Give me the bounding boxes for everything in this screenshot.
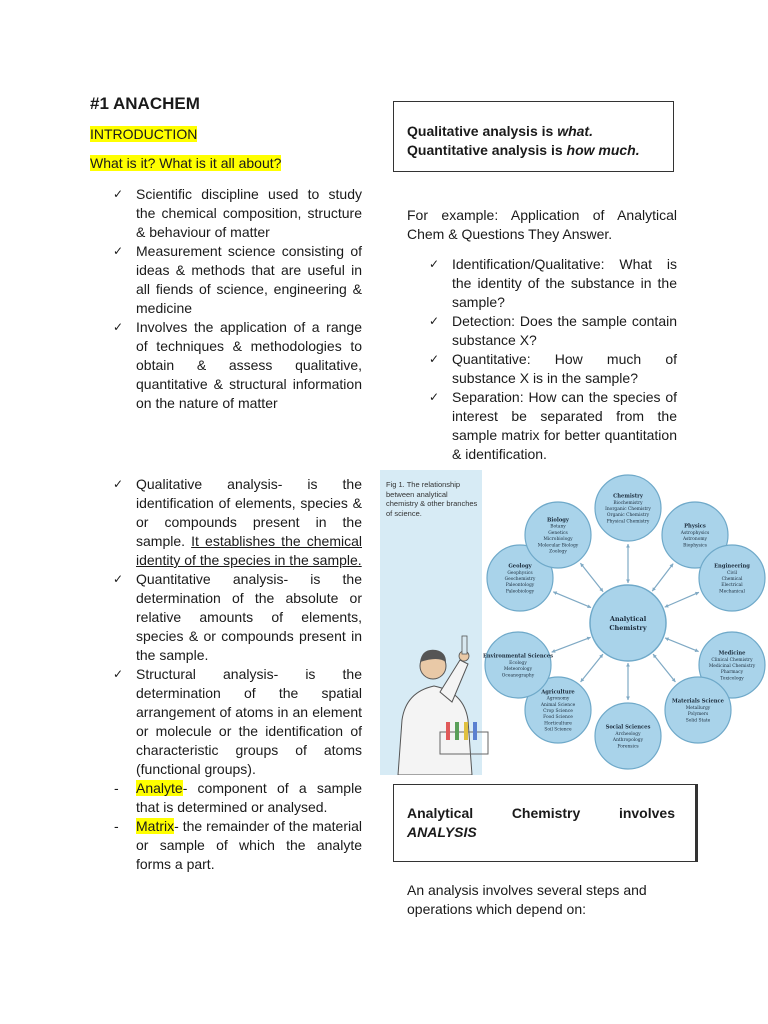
branch-subfield: Microbiology — [543, 537, 573, 543]
branch-subfield: Astrophysics — [680, 530, 710, 536]
checkmark-icon: ✓ — [429, 257, 440, 271]
relationship-diagram — [483, 475, 765, 769]
branch-title: Physics — [684, 523, 706, 530]
list-item: ✓ Identification/Qualitative: What is the identity of the substance in the sample? — [429, 256, 677, 310]
checkmark-icon: ✓ — [113, 244, 124, 258]
branch-subfield: Zoology — [549, 549, 567, 555]
branch-subfield: Oceanography — [501, 673, 535, 679]
branch-subfield: Solid State — [685, 718, 711, 724]
branch-subfield: Biophysics — [683, 543, 707, 549]
branch-subfield: Inorganic Chemistry — [605, 507, 651, 512]
definition-matrix: - Matrix- the remainder of the material or sample of which the analyte forms a part. — [114, 818, 362, 872]
branch-subfield: Food Science — [543, 715, 573, 721]
checkmark-icon: ✓ — [429, 314, 440, 328]
branch-subfield: Physical Chemistry — [606, 519, 650, 525]
branch-subfield: Animal Science — [540, 702, 576, 708]
arrowhead — [626, 663, 630, 667]
checkmark-icon: ✓ — [113, 320, 124, 334]
branch-subfield: Electrical — [721, 583, 743, 589]
qual-quant-box: Qualitative analysis is what. Quantitative analysis is how much. — [393, 101, 674, 172]
list-item: ✓ Quantitative: How much of substance X is in the sample? — [429, 351, 677, 386]
branch-subfield: Biochemistry — [613, 500, 643, 506]
center-label: Analytical — [609, 615, 647, 623]
branch-title: Chemistry — [613, 493, 643, 500]
diagram-arrow — [580, 563, 603, 592]
branch-subfield: Botany — [550, 524, 566, 530]
diagram-arrow — [665, 592, 699, 607]
analysis-list — [113, 475, 362, 874]
branch-title: Biology — [547, 517, 569, 524]
branch-subfield: Metallurgy — [685, 705, 711, 711]
analysis-box: Analytical Chemistry involves ANALYSIS — [393, 784, 698, 862]
branch-subfield: Astronomy — [682, 537, 708, 543]
branch-subfield: Paleobiology — [505, 589, 535, 595]
checkmark-icon: ✓ — [113, 667, 124, 681]
diagram-arrow — [581, 654, 603, 682]
branch-subfield: Agronomy — [546, 696, 570, 702]
branch-subfield: Soil Science — [544, 727, 572, 733]
figure-caption-holder — [386, 480, 480, 540]
branch-title: Environmental Sciences — [482, 653, 554, 660]
list-item: ✓ Measurement science consisting of ideas & methods that are useful in all fiends of science, engineering & medicine — [113, 243, 362, 316]
document-title: #1 ANACHEM — [90, 94, 200, 113]
list-item: ✓ Separation: How can the species of interest be separated from the sample matrix for better quantitation & identification. — [429, 389, 677, 462]
branch-subfield: Civil — [726, 570, 738, 576]
branch-subfield: Chemical — [721, 577, 743, 582]
branch-subfield: Horticulture — [544, 721, 572, 727]
definition-analyte: - Analyte- component of a sample that is determined or analysed. — [114, 780, 362, 815]
analytical-chemistry-figure — [380, 470, 768, 775]
branch-subfield: Anthropology — [612, 738, 644, 744]
diagram-arrow — [552, 637, 591, 652]
branch-subfield: Molecular Biology — [537, 543, 579, 549]
list-item: ✓ Involves the application of a range of techniques & methodologies to obtain & assess qualitative, quantitative & structural information on the nature of matter — [113, 319, 362, 411]
diagram-arrow — [553, 592, 591, 608]
arrowhead — [626, 579, 630, 583]
branch-title: Materials Science — [672, 698, 724, 705]
intro-question: What is it? What is it all about? — [90, 155, 282, 171]
diagram-arrow — [653, 654, 675, 682]
branch-title: Engineering — [714, 563, 750, 570]
figure-caption: Fig 1. The relationship between analytical chemistry & other branches of science. — [386, 480, 478, 518]
example-list — [429, 255, 677, 464]
branch-subfield: Mechanical — [719, 589, 745, 595]
intro-list — [113, 185, 362, 413]
branch-subfield: Clinical Chemistry — [711, 657, 753, 663]
list-item: ✓ Qualitative analysis- is the identification of elements, species & or compounds present in the sample. It establishes the chemical identity of the species in the sample. — [113, 476, 362, 568]
checkmark-icon: ✓ — [113, 187, 124, 201]
branch-subfield: Geophysics — [507, 570, 533, 576]
branch-subfield: Genetics — [548, 530, 568, 536]
branch-subfield: Polymers — [687, 712, 709, 718]
branch-title: Medicine — [718, 650, 746, 657]
branch-subfield: Organic Chemistry — [606, 513, 650, 519]
branch-subfield: Ecology — [509, 660, 527, 666]
branch-title: Agriculture — [541, 689, 575, 696]
checkmark-icon: ✓ — [429, 390, 440, 404]
dash-bullet: - — [114, 818, 119, 834]
center-label: Chemistry — [609, 624, 647, 632]
branch-title: Geology — [508, 563, 532, 570]
arrowhead — [626, 696, 630, 700]
branch-subfield: Medicinal Chemistry — [708, 664, 756, 669]
branch-subfield: Forensics — [617, 744, 639, 750]
list-item: ✓ Detection: Does the sample contain substance X? — [429, 313, 677, 348]
list-item: ✓ Structural analysis- is the determination of the spatial arrangement of atoms in an element or molecule or the identification of characteristic groups of atoms (functional groups). — [113, 666, 362, 777]
branch-subfield: Pharmacy — [720, 670, 744, 676]
branch-subfield: Archeology — [615, 731, 641, 737]
checkmark-icon: ✓ — [113, 477, 124, 491]
list-item: ✓ Scientific discipline used to study the chemical composition, structure & behaviour of matter — [113, 186, 362, 240]
diagram-arrow — [652, 564, 673, 592]
branch-title: Social Sciences — [605, 724, 651, 731]
branch-subfield: Toxicology — [720, 676, 744, 682]
checkmark-icon: ✓ — [113, 572, 124, 586]
checkmark-icon: ✓ — [429, 352, 440, 366]
intro-heading: INTRODUCTION — [90, 126, 198, 142]
list-item: ✓ Quantitative analysis- is the determination of the absolute or relative amounts of elements, species & or compounds present in the sample. — [113, 571, 362, 663]
arrowhead — [626, 544, 630, 548]
dash-bullet: - — [114, 780, 119, 796]
branch-subfield: Geochemistry — [504, 577, 536, 582]
final-paragraph: An analysis involves several steps and operations which depend on: — [407, 882, 647, 917]
branch-subfield: Paleontology — [505, 583, 535, 589]
center-bubble — [590, 585, 666, 661]
diagram-arrow — [665, 638, 699, 652]
example-intro: For example: Application of Analytical Chem & Questions They Answer. — [407, 207, 677, 242]
branch-subfield: Meteorology — [503, 667, 533, 673]
branch-subfield: Crop Science — [543, 709, 573, 714]
